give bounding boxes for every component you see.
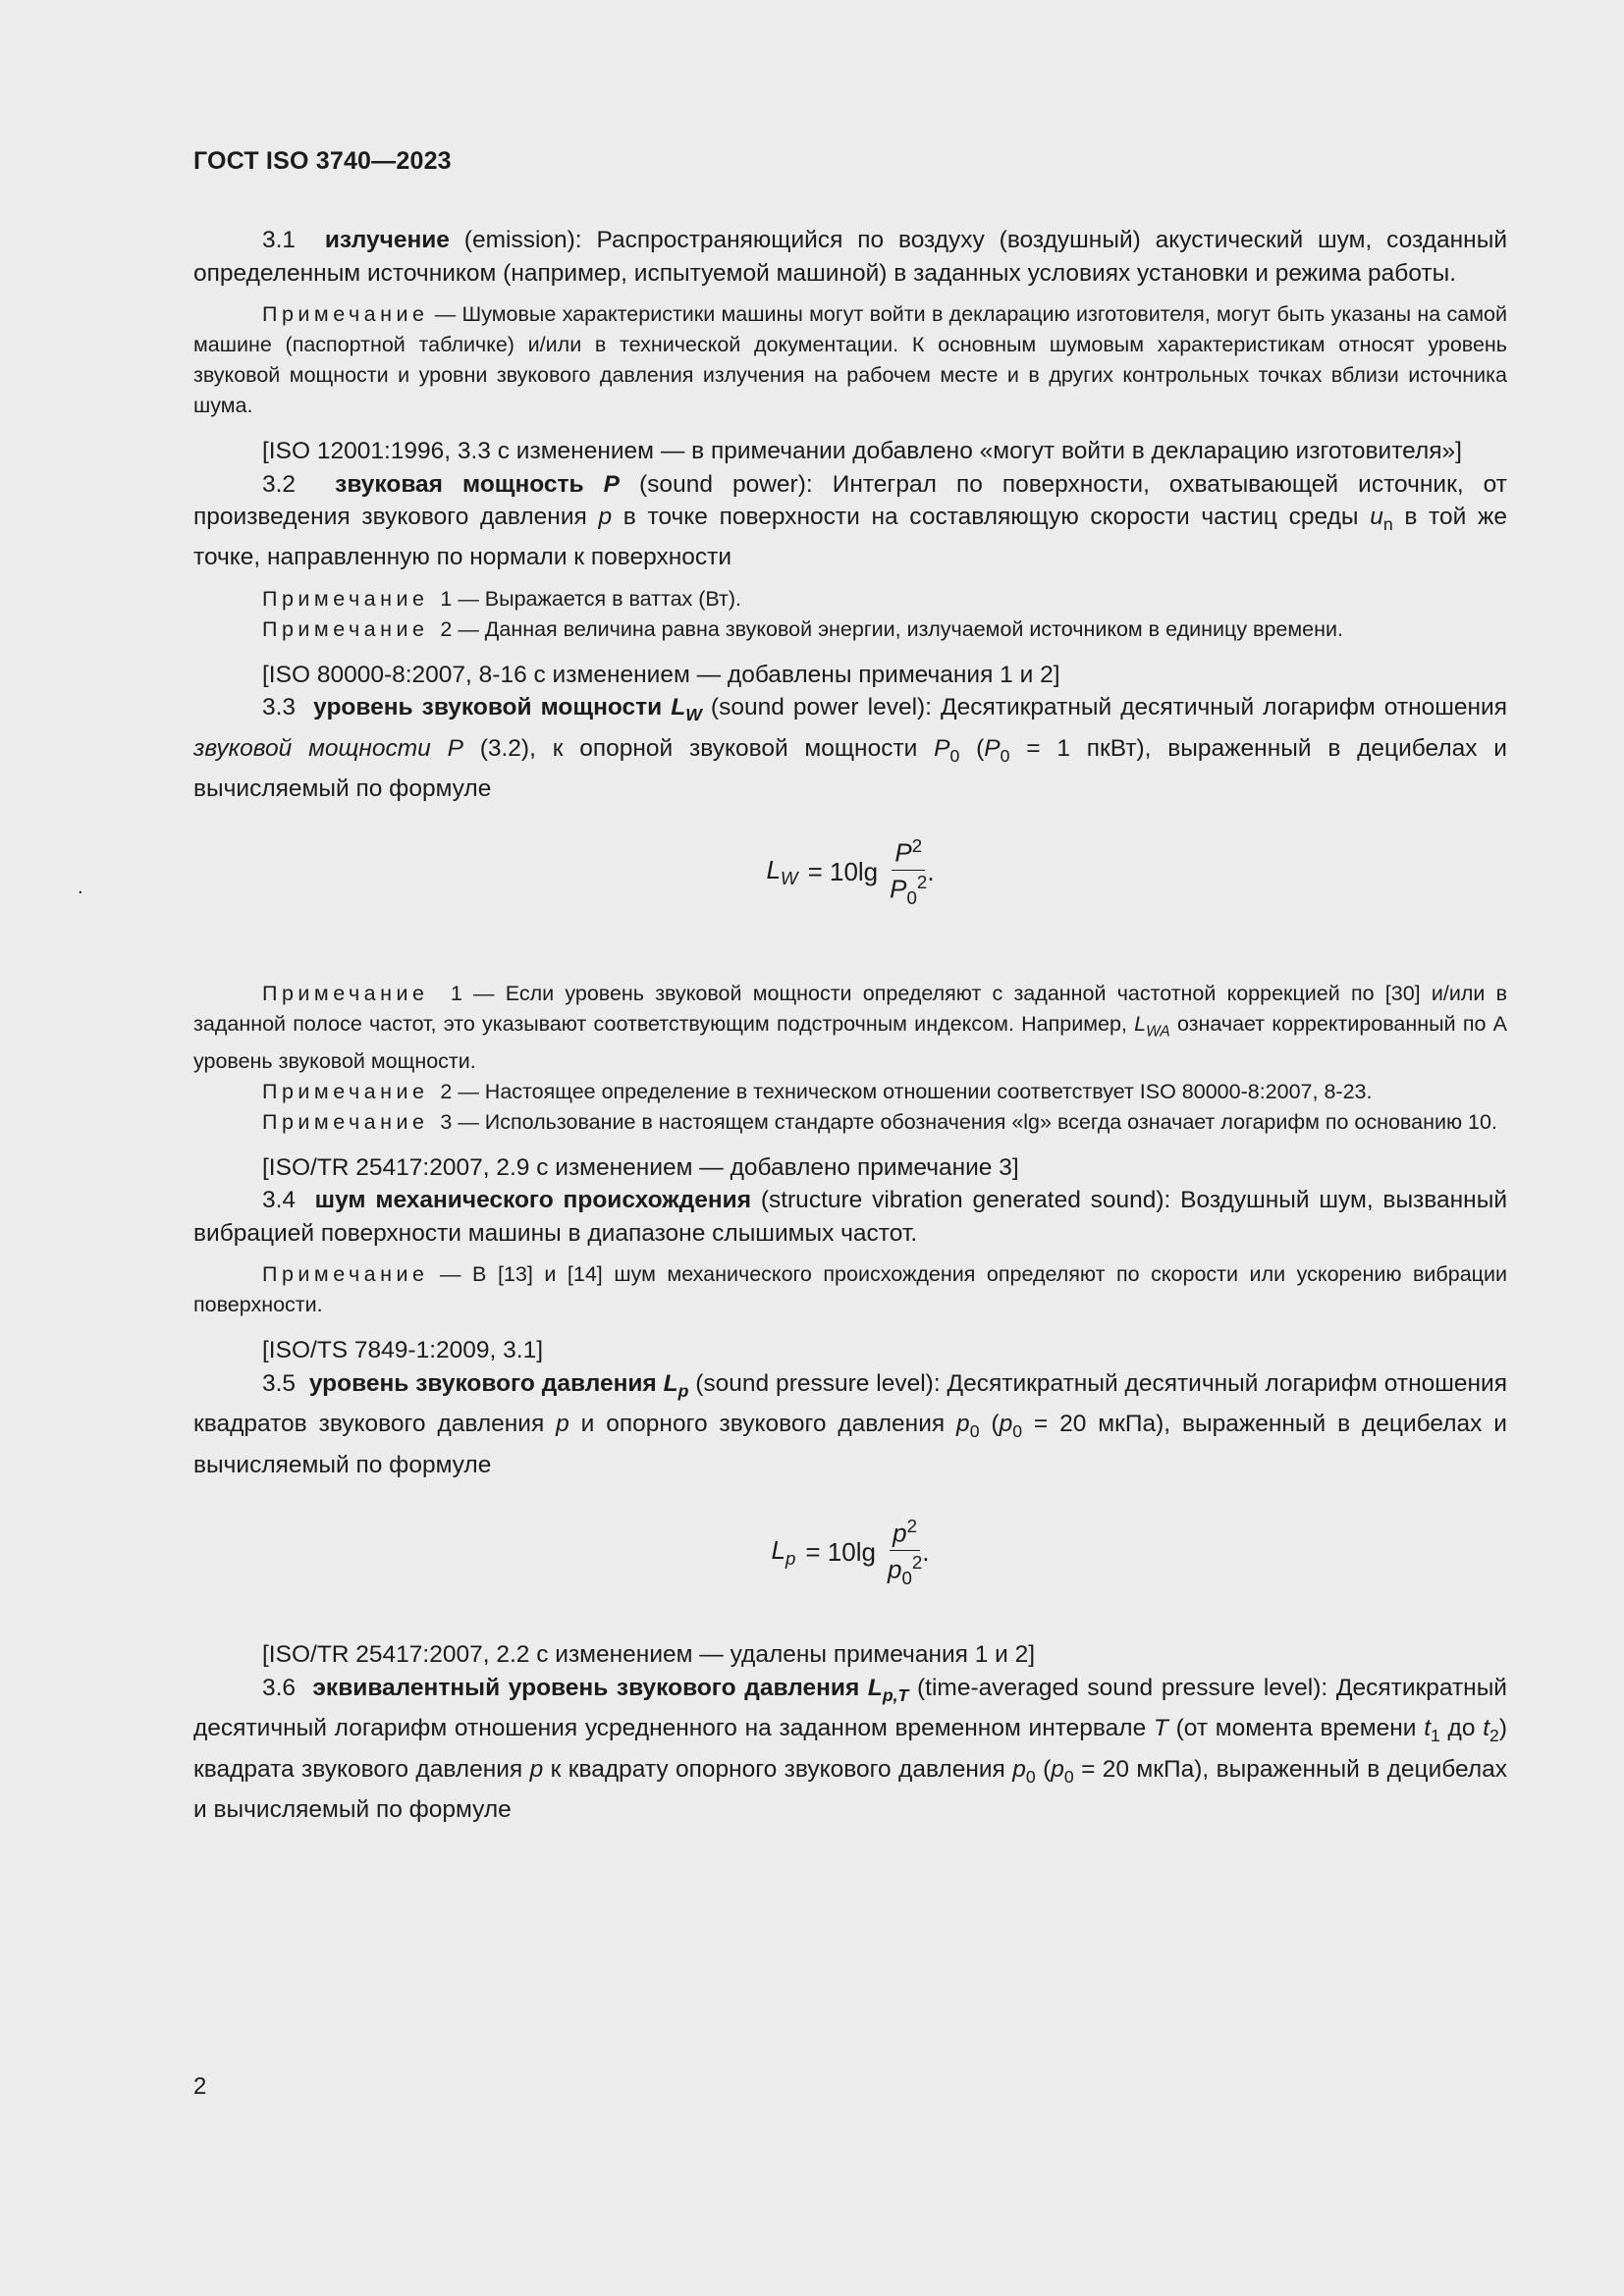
note-text: — Шумовые характеристики машины могут войти в декларацию изготовителя, могут быть указаны на самой машине (паспортной табличке) и/или в технической документации. К основным шумовым характеристикам относят уровень звуковой мощности и уровни звукового давления излучения на рабочем месте и в других контрольных точках вблизи источника шума. bbox=[193, 302, 1507, 417]
term-symbol: P bbox=[603, 470, 620, 498]
formula-lhs bbox=[766, 855, 797, 889]
formula-superscript: 2 bbox=[916, 872, 928, 893]
formula-lhs bbox=[772, 1535, 796, 1570]
formula-period: . bbox=[927, 857, 935, 887]
formula-numerator bbox=[892, 835, 925, 871]
symbol-p0: P bbox=[934, 734, 950, 762]
subscript: p,T bbox=[882, 1684, 909, 1705]
note-text: 3 — Использование в настоящем стандарте обозначения «lg» всегда означает логарифм по основанию 10. bbox=[440, 1109, 1497, 1134]
formula-fraction bbox=[888, 1516, 922, 1589]
clause-number: 3.5 bbox=[262, 1369, 297, 1397]
symbol-p0: p bbox=[1051, 1755, 1064, 1783]
note-3-2-2 bbox=[193, 614, 1507, 645]
formula-superscript: 2 bbox=[911, 1551, 923, 1573]
definition-text: = 1 пкВт), выраженный в децибелах и вычисляемый по формуле bbox=[193, 734, 1507, 803]
definition-text: ) квадрата звукового давления bbox=[193, 1715, 1507, 1783]
subscript: n bbox=[1382, 513, 1393, 534]
subscript: 2 bbox=[1489, 1726, 1499, 1746]
symbol-p: p bbox=[556, 1411, 569, 1438]
subscript: 0 bbox=[1012, 1421, 1023, 1442]
formula-symbol: P bbox=[894, 838, 912, 869]
note-text: 2 — Данная величина равна звуковой энергии, излучаемой источником в единицу времени. bbox=[440, 616, 1343, 641]
definition-3-2 bbox=[193, 468, 1507, 574]
symbol-p: p bbox=[598, 504, 613, 530]
note-text: 2 — Настоящее определение в техническом отношении соответствует ISO 80000-8:2007, 8-23. bbox=[440, 1079, 1373, 1103]
term: эквивалентный уровень звукового давления bbox=[312, 1674, 860, 1701]
source-ref-3-3: [ISO/TR 25417:2007, 2.9 с изменением — добавлено примечание 3] bbox=[262, 1153, 1019, 1181]
clause-number: 3.4 bbox=[262, 1187, 297, 1214]
symbol-t: t bbox=[1424, 1715, 1432, 1742]
note-label: Примечание bbox=[262, 1262, 429, 1287]
term: уровень звукового давления bbox=[308, 1369, 657, 1397]
source-ref-3-4: [ISO/TS 7849-1:2009, 3.1] bbox=[262, 1337, 544, 1364]
cross-reference: звуковой мощности P bbox=[193, 734, 463, 762]
term-symbol: L bbox=[671, 694, 686, 721]
subscript: 0 bbox=[969, 1421, 980, 1442]
formula-superscript: 2 bbox=[906, 1516, 918, 1536]
note-3-1 bbox=[193, 299, 1507, 421]
note-3-3-3 bbox=[193, 1107, 1507, 1138]
formula-numerator bbox=[890, 1516, 920, 1551]
formula-symbol: P bbox=[890, 874, 907, 904]
definition-text: (от момента времени bbox=[1167, 1715, 1425, 1742]
formula-sound-pressure-level bbox=[193, 1507, 1507, 1597]
clause-number: 3.6 bbox=[262, 1674, 297, 1701]
document-body bbox=[78, 224, 1508, 1826]
note-label: Примечание bbox=[262, 302, 429, 326]
definition-text: до bbox=[1439, 1715, 1484, 1742]
symbol-t: t bbox=[1483, 1715, 1489, 1742]
definition-3-1 bbox=[193, 224, 1507, 290]
formula-subscript: W bbox=[780, 868, 798, 889]
subscript: 0 bbox=[1000, 745, 1010, 766]
note-3-3-2 bbox=[193, 1077, 1507, 1107]
clause-number: 3.1 bbox=[262, 227, 297, 253]
subscript: p bbox=[677, 1380, 689, 1401]
definition-text: = 20 мкПа), выраженный в децибелах и вычисляемый по формуле bbox=[193, 1755, 1507, 1823]
note-text: — В [13] и [14] шум механического происхождения определяют по скорости или ускорению вибрации поверхности. bbox=[193, 1262, 1507, 1317]
symbol-p0: p bbox=[999, 1411, 1013, 1438]
symbol-t-interval: T bbox=[1153, 1715, 1168, 1742]
definition-text: и опорного звукового давления bbox=[568, 1411, 957, 1438]
definition-text: ( bbox=[959, 734, 985, 762]
definition-text: (sound power): Интеграл по поверхности, охватывающей источник, от произведения звукового давления bbox=[193, 470, 1507, 530]
page-number: 2 bbox=[193, 2073, 207, 2100]
term-symbol: L bbox=[867, 1674, 883, 1701]
term: излучение bbox=[324, 227, 450, 253]
definition-text: (sound power level): Десятикратный десятичный логарифм отношения bbox=[701, 694, 1507, 721]
term: шум механического происхождения bbox=[314, 1187, 752, 1214]
note-label: Примечание bbox=[262, 1109, 429, 1134]
formula-sound-power-level bbox=[78, 828, 1507, 918]
note-3-4 bbox=[193, 1259, 1507, 1320]
note-3-3-1 bbox=[193, 979, 1507, 1077]
note-text: означает корректированный по А уровень звуковой мощности. bbox=[193, 1011, 1507, 1073]
definition-text: ( bbox=[979, 1411, 1000, 1438]
subscript: 0 bbox=[949, 745, 960, 766]
source-ref-3-5: [ISO/TR 25417:2007, 2.2 с изменением — удалены примечания 1 и 2] bbox=[262, 1641, 1036, 1669]
document-header: ГОСТ ISO 3740—2023 bbox=[193, 147, 452, 175]
formula-symbol: L bbox=[771, 1534, 785, 1565]
formula-period: . bbox=[922, 1536, 930, 1567]
subscript: 0 bbox=[1025, 1766, 1036, 1787]
formula-denominator bbox=[890, 871, 927, 909]
symbol-p0: p bbox=[1012, 1755, 1026, 1783]
note-label: Примечание bbox=[262, 981, 429, 1005]
subscript: 0 bbox=[1063, 1766, 1074, 1787]
definition-3-4 bbox=[193, 1184, 1507, 1250]
definition-text: (sound pressure level): Десятикратный десятичный логарифм отношения квадратов звукового давления bbox=[193, 1369, 1507, 1438]
source-ref-3-1: [ISO 12001:1996, 3.3 с изменением — в примечании добавлено «могут войти в декларацию изготовителя»] bbox=[262, 438, 1462, 464]
formula-subscript: p bbox=[785, 1547, 796, 1569]
note-text: 1 — Выражается в ваттах (Вт). bbox=[440, 586, 742, 611]
symbol-l: L bbox=[1134, 1011, 1147, 1036]
note-label: Примечание bbox=[262, 586, 429, 611]
formula-symbol: p bbox=[887, 1554, 902, 1584]
term: уровень звуковой мощности bbox=[313, 694, 663, 721]
source-ref-3-2: [ISO 80000-8:2007, 8-16 с изменением — добавлены примечания 1 и 2] bbox=[262, 661, 1060, 688]
definition-text: в той же точке, направленную по нормали к поверхности bbox=[193, 504, 1507, 571]
formula-subscript: 0 bbox=[901, 1567, 912, 1588]
definition-3-3 bbox=[193, 691, 1507, 805]
clause-number: 3.2 bbox=[262, 470, 297, 498]
note-3-2-1 bbox=[193, 584, 1507, 614]
definition-3-6 bbox=[193, 1672, 1507, 1827]
note-text: 1 — Если уровень звуковой мощности определяют с заданной частотной коррекцией по [30] и/или в заданной полосе частот, это указывают соответствующим подстрочным индексом. Например, bbox=[193, 981, 1508, 1036]
definition-text: (time-averaged sound pressure level): Десятикратный десятичный логарифм отношения усредненного на заданном временном интервале bbox=[193, 1674, 1507, 1742]
definition-text: = 20 мкПа), выраженный в децибелах и вычисляемый по формуле bbox=[193, 1411, 1507, 1478]
note-label: Примечание bbox=[262, 616, 429, 641]
formula-operator: = 10lg bbox=[807, 857, 879, 887]
formula-superscript: 2 bbox=[911, 835, 923, 857]
definition-text: к квадрату опорного звукового давления bbox=[543, 1755, 1013, 1783]
formula-subscript: 0 bbox=[906, 886, 917, 908]
definition-text: (emission): Распространяющийся по воздуху (воздушный) акустический шум, созданный определенным источником (например, испытуемой машиной) в заданных условиях установки и режима работы. bbox=[193, 227, 1507, 287]
definition-3-5 bbox=[193, 1367, 1507, 1481]
subscript: W bbox=[685, 705, 702, 725]
term: звуковая мощность bbox=[335, 470, 584, 498]
definition-text: ( bbox=[1035, 1755, 1052, 1783]
symbol-u: u bbox=[1370, 504, 1383, 530]
stray-dot: . bbox=[78, 876, 83, 898]
formula-operator: = 10lg bbox=[805, 1536, 876, 1567]
formula-symbol: p bbox=[893, 1518, 907, 1548]
subscript: WA bbox=[1146, 1022, 1170, 1040]
definition-text: (structure vibration generated sound): Воздушный шум, вызванный вибрацией поверхности машины в диапазоне слышимых частот. bbox=[193, 1187, 1508, 1247]
term-symbol: L bbox=[663, 1369, 678, 1397]
clause-number: 3.3 bbox=[262, 694, 297, 721]
symbol-p0: p bbox=[956, 1411, 970, 1438]
formula-denominator bbox=[888, 1551, 922, 1589]
subscript: 1 bbox=[1431, 1726, 1440, 1746]
formula-fraction bbox=[890, 835, 927, 909]
formula-symbol: L bbox=[766, 855, 781, 885]
symbol-p: p bbox=[529, 1755, 544, 1783]
definition-text: (3.2), к опорной звуковой мощности bbox=[462, 734, 935, 762]
definition-text: в точке поверхности на составляющую скорости частиц среды bbox=[612, 504, 1371, 530]
note-label: Примечание bbox=[262, 1079, 429, 1103]
symbol-p0: P bbox=[984, 734, 1001, 762]
